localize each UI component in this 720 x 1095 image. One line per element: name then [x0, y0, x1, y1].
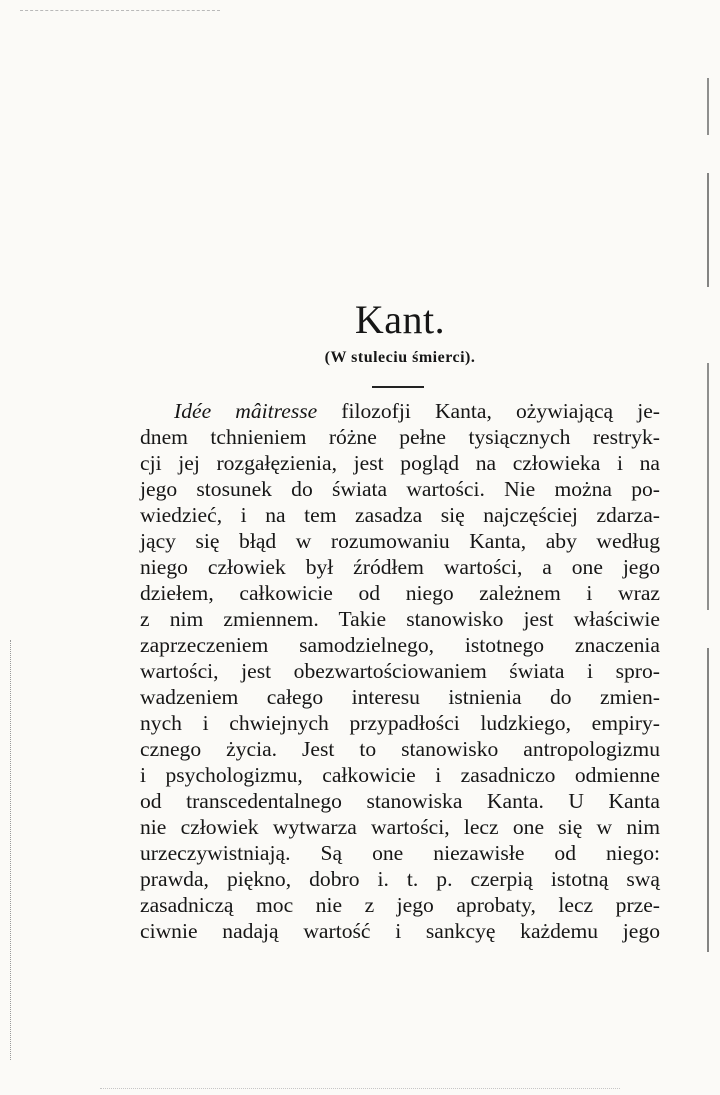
scan-edge-bottom — [100, 1088, 620, 1089]
text-line: ciwnie nadają wartość i sankcyę każdemu jego — [140, 919, 660, 943]
page-subtitle: (W stuleciu śmierci). — [324, 349, 476, 366]
text-line: dziełem, całkowicie od niego zależnem i wraz — [140, 581, 660, 605]
text-line: cznego życia. Jest to stanowisko antropologizmu — [140, 737, 660, 761]
text-line: urzeczywistniają. Są one niezawisłe od niego: — [140, 841, 660, 865]
text-line: zaprzeczeniem samodzielnego, istotnego znaczenia — [140, 633, 660, 657]
text-line: jący się błąd w rozumowaniu Kanta, aby według — [140, 529, 660, 553]
text-line: z nim zmiennem. Takie stanowisko jest właściwie — [140, 607, 660, 631]
page-title: Kant. — [354, 297, 446, 342]
text-line: nie człowiek wytwarza wartości, lecz one się w nim — [140, 815, 660, 839]
text-line: cji jej rozgałęzienia, jest pogląd na człowieka i na — [140, 451, 660, 475]
text-line — [140, 398, 660, 424]
text-line: od transcedentalnego stanowiska Kanta. U Kanta — [140, 789, 660, 813]
text-line: wartości, jest obezwartościowaniem świata i spro- — [140, 659, 660, 683]
title-rule — [372, 386, 424, 388]
italic-phrase: Idée mâitresse — [174, 399, 318, 423]
text-line: wiedzieć, i na tem zasadza się najczęściej zdarza- — [140, 503, 660, 527]
scan-edge-left — [10, 640, 12, 1060]
text-line: i psychologizmu, całkowicie i zasadniczo odmienne — [140, 763, 660, 787]
scan-edge-top — [20, 10, 220, 11]
text-line: niego człowiek był źródłem wartości, a one jego — [140, 555, 660, 579]
text-line-rest: filozofji Kanta, ożywiającą je- — [317, 399, 660, 423]
text-line: dnem tchnieniem różne pełne tysiącznych restryk- — [140, 425, 660, 449]
text-line: zasadniczą moc nie z jego aprobaty, lecz prze- — [140, 893, 660, 917]
scan-edge-right — [707, 40, 709, 990]
text-line: prawda, piękno, dobro i. t. p. czerpią istotną swą — [140, 867, 660, 891]
body-paragraph — [140, 398, 660, 944]
text-line: nych i chwiejnych przypadłości ludzkiego, empiry- — [140, 711, 660, 735]
text-line: jego stosunek do świata wartości. Nie można po- — [140, 477, 660, 501]
text-line: wadzeniem całego interesu istnienia do zmien- — [140, 685, 660, 709]
